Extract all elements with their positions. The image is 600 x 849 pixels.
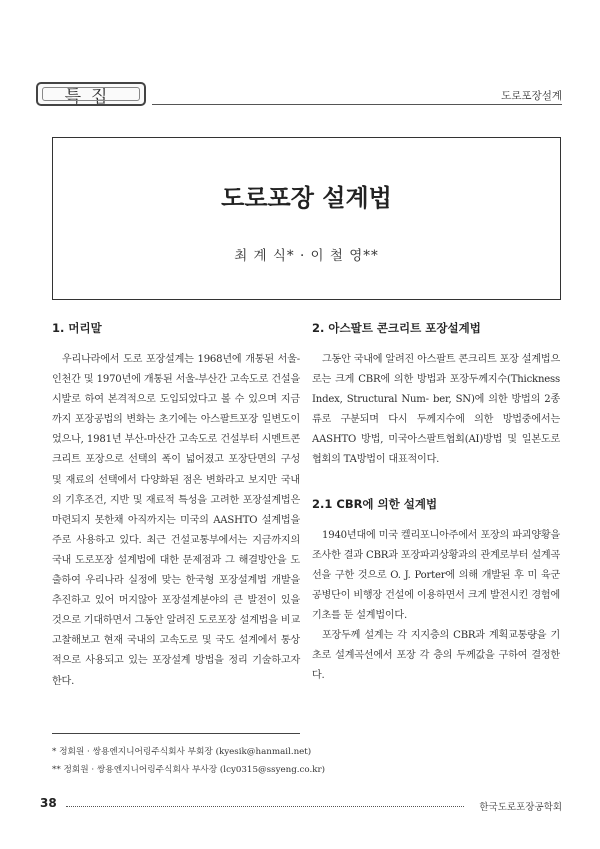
section-heading-asphalt: 2. 아스팔트 콘크리트 포장설계법	[312, 321, 481, 335]
introduction-paragraph: 우리나라에서 도로 포장설계는 1968년에 개통된 서울-인천간 및 1970년에 개통된 서울-부산간 고속도로 건설을 시발로 하여 본격적으로 도입되었다고 볼 수 있으며 지금까지 포장공법의 변화는 초기에는 아스팔트포장 일변도이었으나, 1981년 부산-마산간 고속도로 건설부터 시멘트콘크리트 포장으로 선택의 폭이 넓어졌고 포장단면의 구성 및 재료의 선택에서 다양화된 점은 변화라고 보지만 국내의 기후조건, 지반 및 재료적 특성을 고려한 포장설계법은 마련되지 못한채 아직까지는 미국의 AASHTO 설계법을 주로 사용하고 있다. 최근 건설교통부에서는 지금까지의 국내 도로포장 설계법에 대한 문제점과 그 해결방안을 도출하여 우리나라 실정에 맞는 한국형 포장설계법 개발을 추진하고 있어 머지않아 포장설계분야의 큰 발전이 있을 것으로 기대하면서 그동안 알려진 도로포장 설계법을 비교 고찰해보고 현재 국내의 고속도로 및 국도 설계에서 통상적으로 사용되고 있는 포장설계 방법을 정리 기술하고자 한다.	[52, 354, 300, 687]
running-head: 도로포장설계	[501, 90, 562, 102]
asphalt-paragraph: 그동안 국내에 알려진 아스팔트 콘크리트 포장 설계법으로는 크게 CBR에 의한 방법과 포장두께지수(Thickness Index, Structural Num- ber, SN)에 의한 방법의 2종류로 구분되며 다시 두께지수에 의한 방법중에서는 AASHTO 방법, 미국아스팔트협회(AI)방법 및 일본도로협회의 TA방법이 대표적이다.	[312, 354, 560, 466]
page-number: 38	[40, 796, 57, 810]
article-authors: 최 계 식* · 이 철 영**	[234, 248, 379, 264]
title-box	[52, 137, 561, 300]
section-heading-introduction: 1. 머리말	[52, 321, 102, 335]
footer-organization: 한국도로포장공학회	[479, 802, 562, 813]
subsection-heading-cbr: 2.1 CBR에 의한 설계법	[312, 496, 438, 511]
header-rule	[152, 104, 562, 105]
right-column	[312, 320, 560, 686]
left-column	[52, 320, 300, 692]
footnote-author-2: ** 정회원 · 쌍용엔지니어링주식회사 부사장 (lcy0315@ssyeng.co.kr)	[52, 765, 326, 775]
footer-rule	[66, 806, 464, 807]
article-title: 도로포장 설계법	[221, 184, 392, 212]
cbr-paragraph: 1940년대에 미국 켈리포니아주에서 포장의 파괴양황을 조사한 결과 CBR과 포장파괴상황과의 관계로부터 설계곡선을 구한 것으로 O. J. Porter에 의해 개발된 후 미 육군공병단이 비행장 건설에 이용하면서 크게 발전시킨 경험에 기초를 둔 설계법이다.	[312, 529, 560, 621]
footnote-author-1: * 정회원 · 쌍용엔지니어링주식회사 부회장 (kyesik@hanmail.net)	[52, 747, 312, 757]
thickness-design-paragraph: 포장두께 설계는 각 지지층의 CBR과 계획교통량을 기초로 설계곡선에서 포장 각 층의 두께값을 구하여 결정한다.	[312, 630, 560, 682]
footnote-rule	[52, 733, 300, 734]
section-tag: 특집	[36, 82, 146, 106]
